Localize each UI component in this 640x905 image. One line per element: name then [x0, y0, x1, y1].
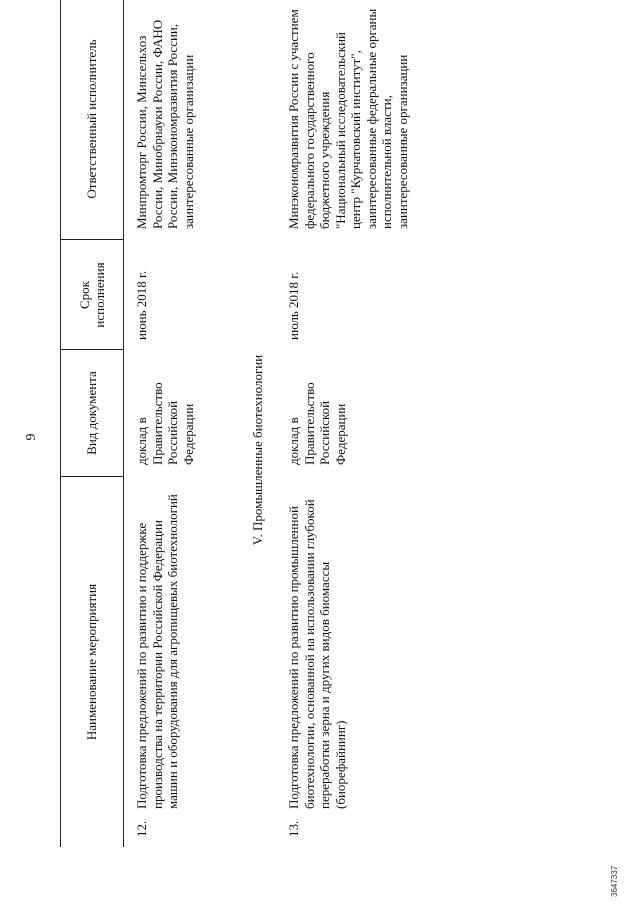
row-13-doc-type: доклад в Правительство Российской Федерации	[286, 382, 348, 465]
header-deadline: Срок исполнения	[76, 262, 107, 328]
table-header-rule	[123, 0, 124, 847]
row-12-responsible: Минпромторг России, Минсельхоз России, Минобрнауки России, ФАНО России, Минэкономразвития России, заинтересованные организации	[134, 19, 196, 229]
row-13-deadline: июль 2018 г.	[286, 271, 301, 340]
column-rule-responsible	[60, 239, 123, 240]
column-rule-doc-type	[60, 476, 123, 477]
row-13-number: 13.	[286, 820, 301, 837]
row-13-title: Подготовка предложений по развитию промышленной биотехнологии, основанной на использовании глубокой переработки зерна и других видов биомассы (биорефайнинг)	[286, 499, 348, 809]
row-12-doc-type: доклад в Правительство Российской Федерации	[134, 382, 196, 465]
section-title: V. Промышленные биотехнологии	[250, 354, 265, 546]
document-id: 3647337	[610, 865, 619, 897]
column-rule-deadline	[60, 349, 123, 350]
header-responsible: Ответственный исполнитель	[84, 39, 99, 199]
page-number: 9	[24, 433, 39, 441]
row-12-deadline: июнь 2018 г.	[134, 270, 149, 340]
row-12-title: Подготовка предложений по развитию и поддержке производства на территории Российской Федерации машин и оборудования для агропищевых биотехнологий	[134, 494, 180, 809]
row-12-number: 12.	[134, 820, 149, 837]
row-13-responsible: Минэкономразвития России с участием федерального государственного бюджетного учреждения "Национальный исследовательский центр "Курчатовский институт", заинтересованные федеральные органы исполнительной власти, заинтересованные организации	[286, 8, 410, 229]
header-doc-type: Вид документа	[84, 371, 99, 455]
header-title: Наименование мероприятия	[84, 583, 99, 741]
